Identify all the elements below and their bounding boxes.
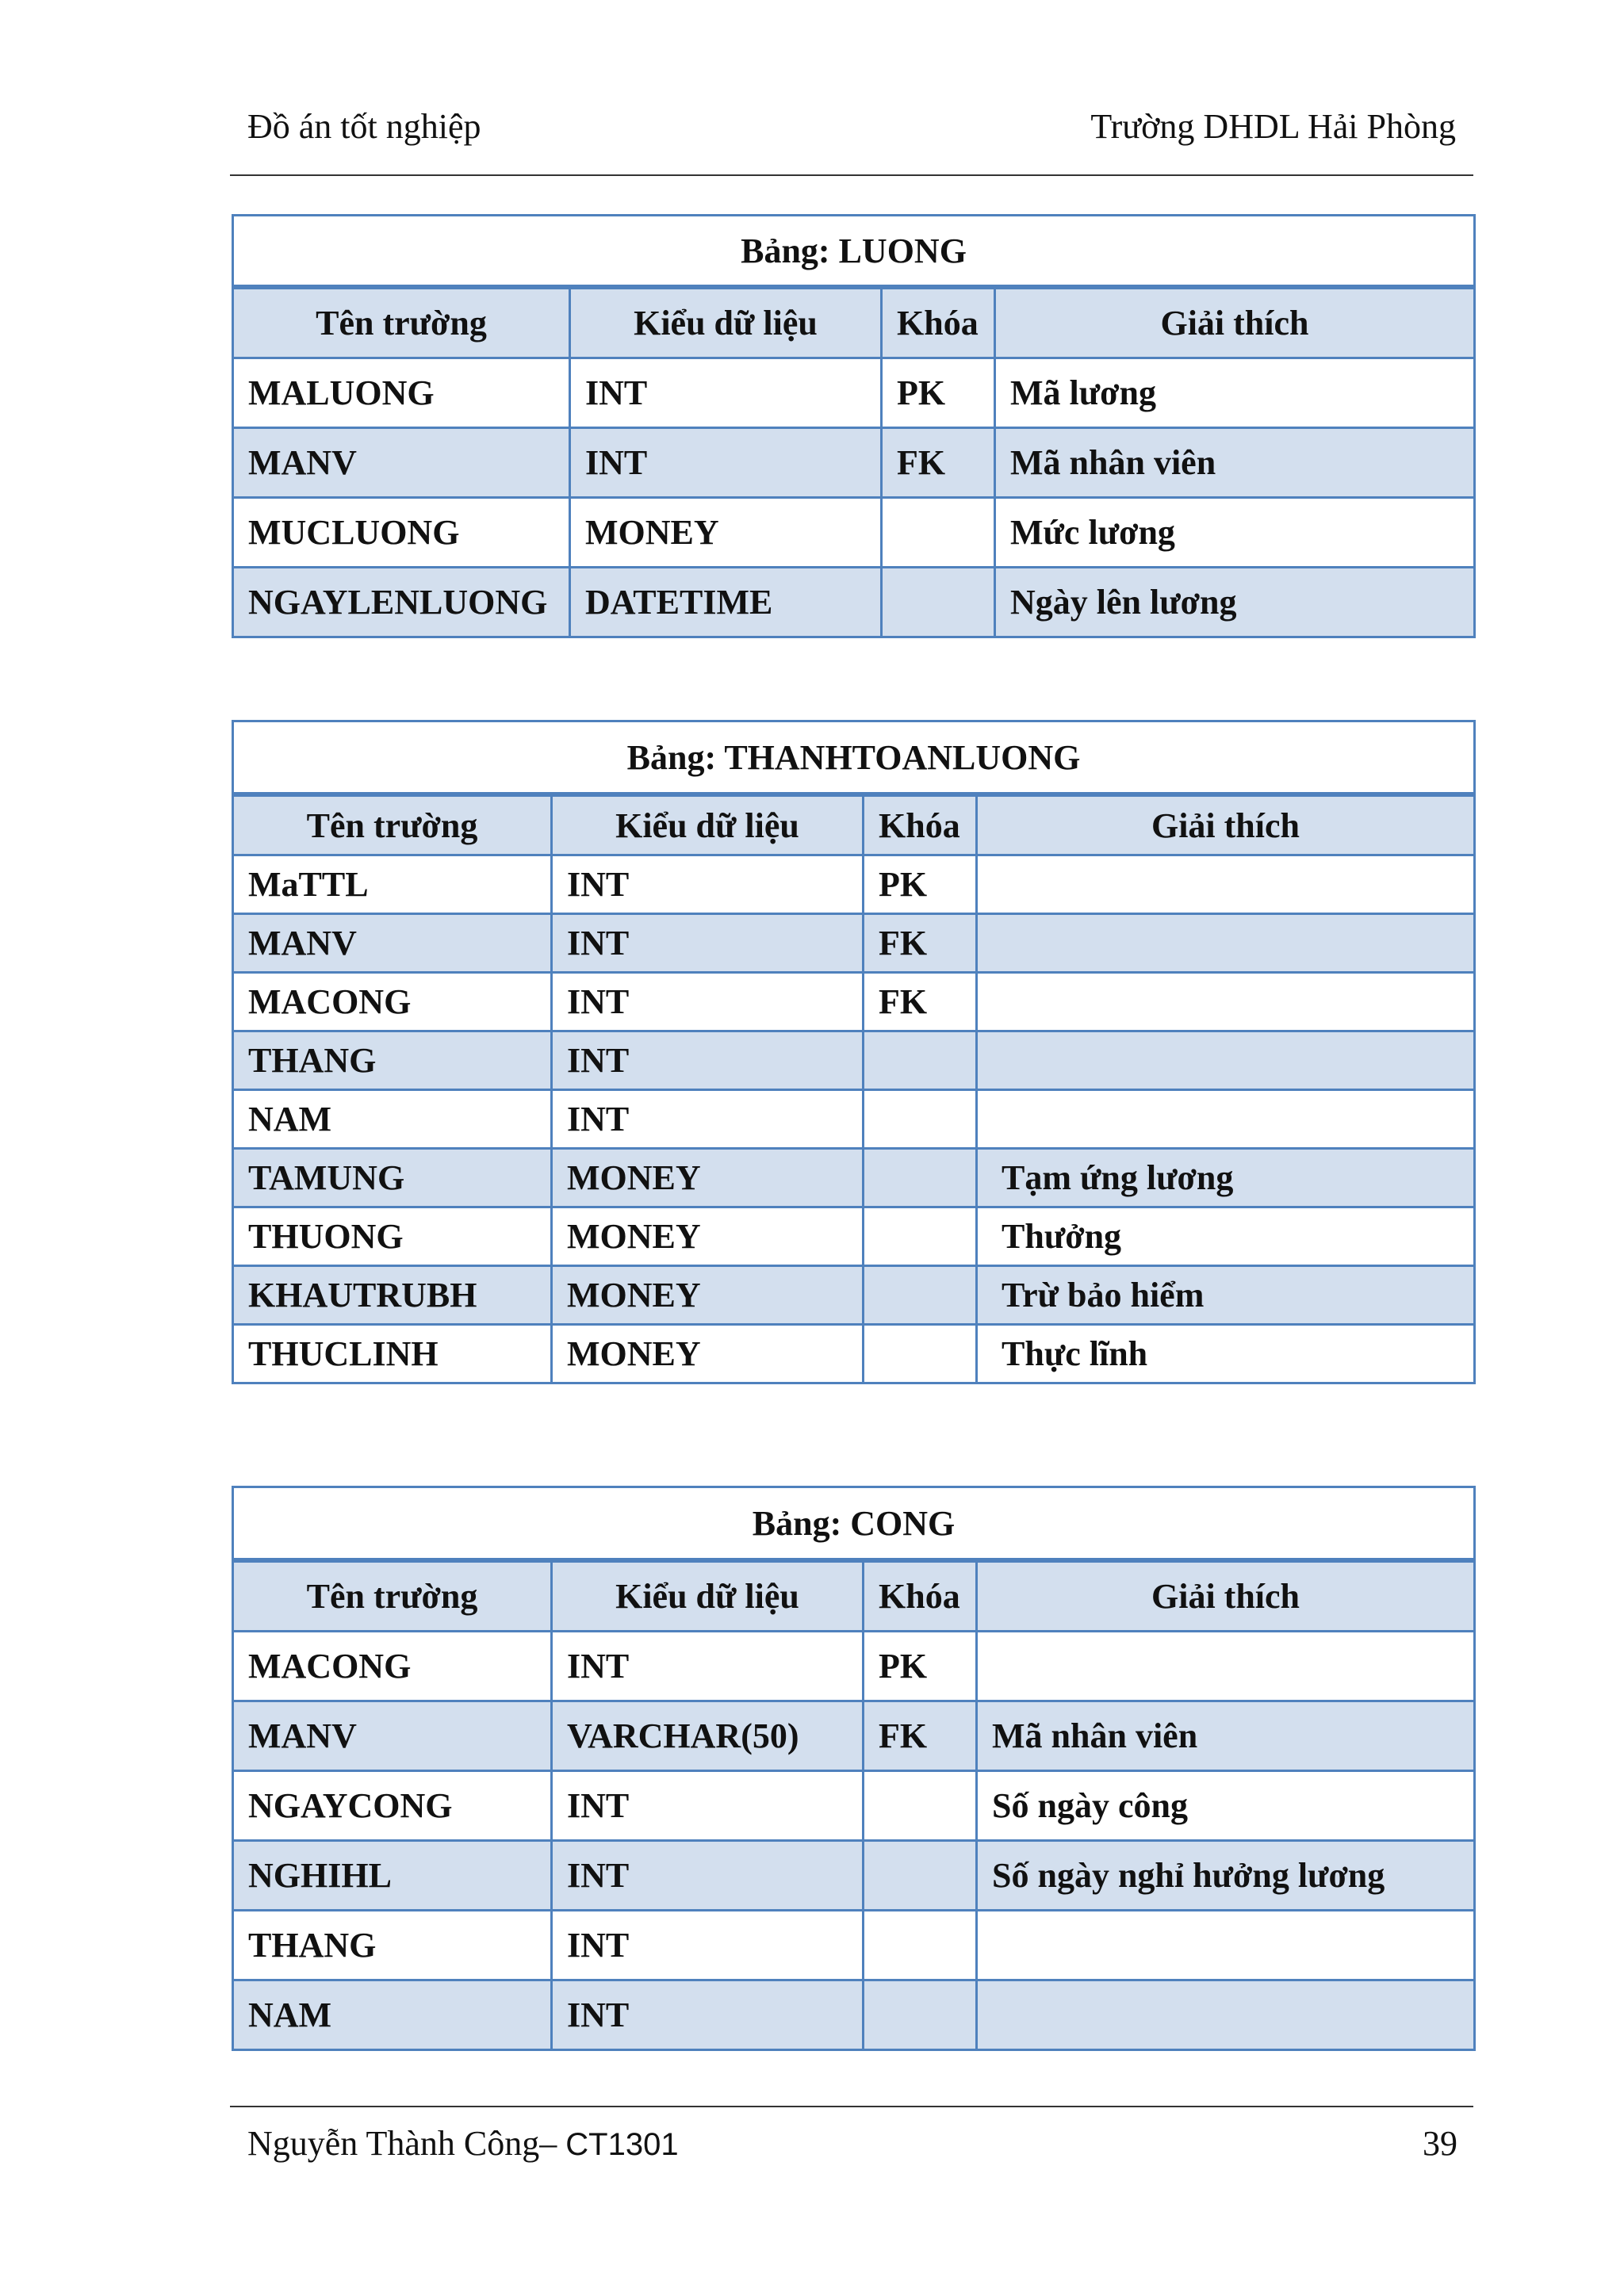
key-cell [864,1149,977,1207]
column-header-description: Giải thích [977,1560,1475,1632]
description-cell: Số ngày nghỉ hưởng lương [977,1841,1475,1911]
table-cong [232,1486,1476,2051]
description-cell [977,1980,1475,2050]
field-name-cell: NGAYLENLUONG [233,568,570,637]
field-name-cell: THUONG [233,1207,552,1266]
field-name-cell: MACONG [233,1632,552,1701]
description-cell [977,1031,1475,1090]
key-cell [864,1771,977,1841]
column-header-data-type: Kiểu dữ liệu [552,794,864,855]
column-header-row [233,794,1475,855]
footer-class-code: CT1301 [565,2127,679,2162]
key-cell [864,1031,977,1090]
table-row [233,1031,1475,1090]
table-row [233,855,1475,914]
table-title: Bảng: THANHTOANLUONG [233,721,1475,795]
field-name-cell: MALUONG [233,358,570,428]
table-row [233,973,1475,1031]
description-cell: Mã lương [995,358,1475,428]
field-name-cell: THANG [233,1911,552,1980]
table-row [233,1207,1475,1266]
table-row [233,1090,1475,1149]
table-row [233,1325,1475,1383]
data-type-cell: INT [552,855,864,914]
key-cell [864,1911,977,1980]
data-type-cell: MONEY [570,498,882,568]
description-cell: Mức lương [995,498,1475,568]
data-type-cell: INT [552,914,864,973]
key-cell [864,1090,977,1149]
field-name-cell: MUCLUONG [233,498,570,568]
field-name-cell: THUCLINH [233,1325,552,1383]
table-row [233,1701,1475,1771]
field-name-cell: THANG [233,1031,552,1090]
field-name-cell: MaTTL [233,855,552,914]
field-name-cell: MANV [233,914,552,973]
key-cell [864,1266,977,1325]
table-luong [232,214,1476,638]
column-header-key: Khóa [864,794,977,855]
description-cell: Trừ bảo hiểm [977,1266,1475,1325]
table-row [233,1841,1475,1911]
column-header-row [233,1560,1475,1632]
table-row [233,914,1475,973]
table-row [233,1632,1475,1701]
table-row [233,428,1475,498]
field-name-cell: NGAYCONG [233,1771,552,1841]
data-type-cell: INT [552,1911,864,1980]
description-cell [977,914,1475,973]
table-row [233,358,1475,428]
key-cell [882,498,995,568]
table-row [233,498,1475,568]
column-header-key: Khóa [864,1560,977,1632]
description-cell [977,855,1475,914]
table-row [233,1771,1475,1841]
field-name-cell: MANV [233,1701,552,1771]
field-name-cell: KHAUTRUBH [233,1266,552,1325]
header-school-name: Trường DHDL Hải Phòng [1090,107,1456,146]
field-name-cell: MANV [233,428,570,498]
key-cell: PK [864,1632,977,1701]
description-cell [977,1090,1475,1149]
description-cell [977,973,1475,1031]
data-type-cell: INT [552,973,864,1031]
table-thanhtoanluong [232,720,1476,1384]
key-cell: FK [864,914,977,973]
table-row [233,1149,1475,1207]
column-header-row [233,287,1475,358]
data-type-cell: DATETIME [570,568,882,637]
data-type-cell: INT [552,1632,864,1701]
table-row [233,1266,1475,1325]
header-divider [230,174,1473,176]
page-number: 39 [1423,2124,1457,2163]
table-title: Bảng: LUONG [233,216,1475,288]
column-header-field-name: Tên trường [233,287,570,358]
key-cell: FK [882,428,995,498]
column-header-field-name: Tên trường [233,794,552,855]
column-header-description: Giải thích [977,794,1475,855]
data-type-cell: MONEY [552,1266,864,1325]
description-cell: Tạm ứng lương [977,1149,1475,1207]
description-cell: Thưởng [977,1207,1475,1266]
data-type-cell: MONEY [552,1325,864,1383]
field-name-cell: TAMUNG [233,1149,552,1207]
description-cell: Mã nhân viên [995,428,1475,498]
footer-author [247,2123,679,2164]
column-header-field-name: Tên trường [233,1560,552,1632]
key-cell: FK [864,1701,977,1771]
data-type-cell: INT [552,1841,864,1911]
footer-divider [230,2106,1473,2107]
description-cell: Mã nhân viên [977,1701,1475,1771]
key-cell: FK [864,973,977,1031]
field-name-cell: NGHIHL [233,1841,552,1911]
data-type-cell: MONEY [552,1149,864,1207]
key-cell [882,568,995,637]
data-type-cell: INT [552,1031,864,1090]
data-type-cell: INT [552,1771,864,1841]
footer-author-name: Nguyễn Thành Công– [247,2124,566,2163]
description-cell: Thực lĩnh [977,1325,1475,1383]
column-header-key: Khóa [882,287,995,358]
table-row [233,1911,1475,1980]
data-type-cell: INT [552,1090,864,1149]
data-type-cell: VARCHAR(50) [552,1701,864,1771]
description-cell: Số ngày công [977,1771,1475,1841]
key-cell [864,1207,977,1266]
key-cell [864,1841,977,1911]
field-name-cell: NAM [233,1090,552,1149]
table-row [233,1980,1475,2050]
column-header-data-type: Kiểu dữ liệu [552,1560,864,1632]
key-cell [864,1980,977,2050]
key-cell [864,1325,977,1383]
description-cell: Ngày lên lương [995,568,1475,637]
column-header-data-type: Kiểu dữ liệu [570,287,882,358]
data-type-cell: INT [552,1980,864,2050]
table-title: Bảng: CONG [233,1487,1475,1561]
field-name-cell: MACONG [233,973,552,1031]
key-cell: PK [864,855,977,914]
column-header-description: Giải thích [995,287,1475,358]
header-document-title: Đồ án tốt nghiệp [247,107,481,146]
field-name-cell: NAM [233,1980,552,2050]
description-cell [977,1632,1475,1701]
description-cell [977,1911,1475,1980]
data-type-cell: MONEY [552,1207,864,1266]
data-type-cell: INT [570,428,882,498]
table-row [233,568,1475,637]
data-type-cell: INT [570,358,882,428]
key-cell: PK [882,358,995,428]
